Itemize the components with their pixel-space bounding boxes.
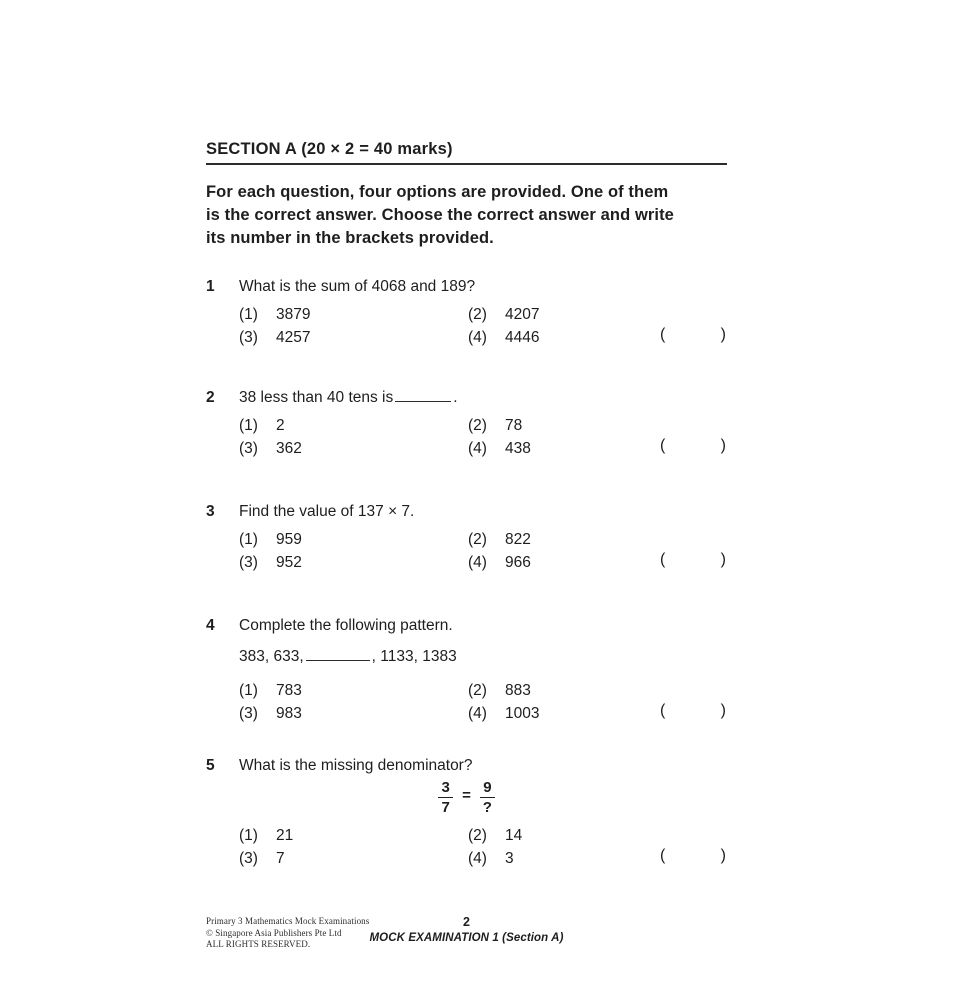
numerator: 9 [480, 779, 494, 798]
question-head [206, 276, 727, 297]
question-text-before-blank: 38 less than 40 tens is [239, 389, 394, 406]
option-row [239, 528, 727, 551]
option-label: (3) [239, 553, 258, 571]
equals-sign: = [462, 787, 471, 804]
option-row [239, 326, 727, 349]
close-bracket: ) [720, 702, 726, 719]
option [239, 417, 468, 435]
option-label: (1) [239, 681, 258, 699]
option-label: (3) [239, 439, 258, 457]
option [468, 827, 697, 845]
option-value: 78 [505, 416, 523, 434]
option-value: 959 [276, 530, 302, 548]
answer-brackets [660, 326, 726, 344]
answer-blank [395, 389, 451, 402]
question-text: What is the missing denominator? [239, 757, 473, 774]
option [468, 306, 697, 324]
option-value: 7 [276, 849, 285, 867]
question-number: 1 [206, 278, 215, 295]
question-number: 3 [206, 503, 215, 520]
option [239, 850, 468, 868]
option-value: 4257 [276, 328, 311, 346]
question-5 [206, 755, 727, 870]
option-value: 883 [505, 681, 531, 699]
page-number: 2 [463, 915, 470, 929]
option [239, 329, 468, 347]
instruction-line: its number in the brackets provided. [206, 229, 494, 247]
option [239, 440, 468, 458]
option-label: (3) [239, 849, 258, 867]
option-row [239, 824, 727, 847]
option-label: (4) [468, 439, 487, 457]
question-4 [206, 615, 727, 725]
option-label: (2) [468, 416, 487, 434]
close-bracket: ) [720, 437, 726, 454]
option [468, 417, 697, 435]
question-head [206, 387, 727, 408]
option-value: 4446 [505, 328, 540, 346]
option-value: 952 [276, 553, 302, 571]
question-head [206, 501, 727, 522]
option-value: 14 [505, 826, 523, 844]
option-label: (1) [239, 305, 258, 323]
denominator: ? [482, 799, 492, 816]
close-bracket: ) [720, 326, 726, 343]
option-label: (2) [468, 530, 487, 548]
option-value: 2 [276, 416, 285, 434]
option-label: (4) [468, 849, 487, 867]
fraction-right [480, 779, 494, 816]
option-label: (4) [468, 553, 487, 571]
answer-blank [306, 648, 370, 661]
options [239, 414, 727, 460]
answer-brackets [660, 551, 726, 569]
question-head [206, 615, 727, 636]
pattern-after-blank: , 1133, 1383 [371, 648, 457, 665]
question-1 [206, 276, 727, 349]
option [239, 827, 468, 845]
option-value: 21 [276, 826, 294, 844]
option-row [239, 303, 727, 326]
option [239, 554, 468, 572]
imprint-line: © Singapore Asia Publishers Pte Ltd [206, 927, 342, 938]
question-2 [206, 387, 727, 460]
imprint-line: Primary 3 Mathematics Mock Examinations [206, 916, 370, 926]
question-text-after-blank: . [453, 389, 458, 406]
open-bracket: ( [660, 437, 666, 454]
option-label: (2) [468, 826, 487, 844]
option-value: 4207 [505, 305, 540, 323]
option-value: 1003 [505, 704, 540, 722]
option [468, 531, 697, 549]
options [239, 679, 727, 725]
open-bracket: ( [660, 847, 666, 864]
option-value: 822 [505, 530, 531, 548]
close-bracket: ) [720, 551, 726, 568]
section-title: SECTION A (20 × 2 = 40 marks) [206, 140, 727, 165]
question-text: What is the sum of 4068 and 189? [239, 278, 476, 295]
option-label: (4) [468, 328, 487, 346]
option [468, 682, 697, 700]
question-text [239, 387, 458, 408]
option-label: (1) [239, 826, 258, 844]
option-value: 3 [505, 849, 514, 867]
question-3 [206, 501, 727, 574]
option-row [239, 679, 727, 702]
option-label: (1) [239, 530, 258, 548]
answer-brackets [660, 437, 726, 455]
option-value: 983 [276, 704, 302, 722]
answer-brackets [660, 702, 726, 720]
question-text: Complete the following pattern. [239, 617, 453, 634]
option-label: (3) [239, 328, 258, 346]
fraction-left [438, 779, 452, 816]
instructions [206, 181, 727, 250]
exam-label: MOCK EXAMINATION 1 (Section A) [369, 932, 564, 944]
denominator: 7 [441, 799, 450, 816]
open-bracket: ( [660, 702, 666, 719]
option-row [239, 551, 727, 574]
option-label: (3) [239, 704, 258, 722]
question-number: 2 [206, 389, 215, 406]
option-row [239, 847, 727, 870]
option-value: 783 [276, 681, 302, 699]
option [239, 705, 468, 723]
option-value: 438 [505, 439, 531, 457]
option-label: (4) [468, 704, 487, 722]
question-number: 5 [206, 757, 215, 774]
open-bracket: ( [660, 551, 666, 568]
option-value: 362 [276, 439, 302, 457]
question-head [206, 755, 727, 776]
close-bracket: ) [720, 847, 726, 864]
fraction-equation [206, 779, 727, 817]
option-value: 3879 [276, 305, 311, 323]
option [239, 531, 468, 549]
footer-center [206, 915, 727, 944]
options [239, 528, 727, 574]
option-label: (2) [468, 305, 487, 323]
instruction-line: For each question, four options are provided. One of them [206, 183, 669, 201]
question-number: 4 [206, 617, 215, 634]
numerator: 3 [438, 779, 452, 798]
option-value: 966 [505, 553, 531, 571]
option-row [239, 702, 727, 725]
open-bracket: ( [660, 326, 666, 343]
options [239, 824, 727, 870]
pattern-sequence [239, 646, 727, 667]
options [239, 303, 727, 349]
option-row [239, 437, 727, 460]
option-row [239, 414, 727, 437]
imprint-line: ALL RIGHTS RESERVED. [206, 939, 311, 949]
pattern-before-blank: 383, 633, [239, 648, 304, 665]
option [239, 682, 468, 700]
option-label: (1) [239, 416, 258, 434]
instruction-line: is the correct answer. Choose the correct answer and write [206, 206, 674, 224]
question-text: Find the value of 137 × 7. [239, 503, 415, 520]
option-label: (2) [468, 681, 487, 699]
answer-brackets [660, 847, 726, 865]
option [239, 306, 468, 324]
